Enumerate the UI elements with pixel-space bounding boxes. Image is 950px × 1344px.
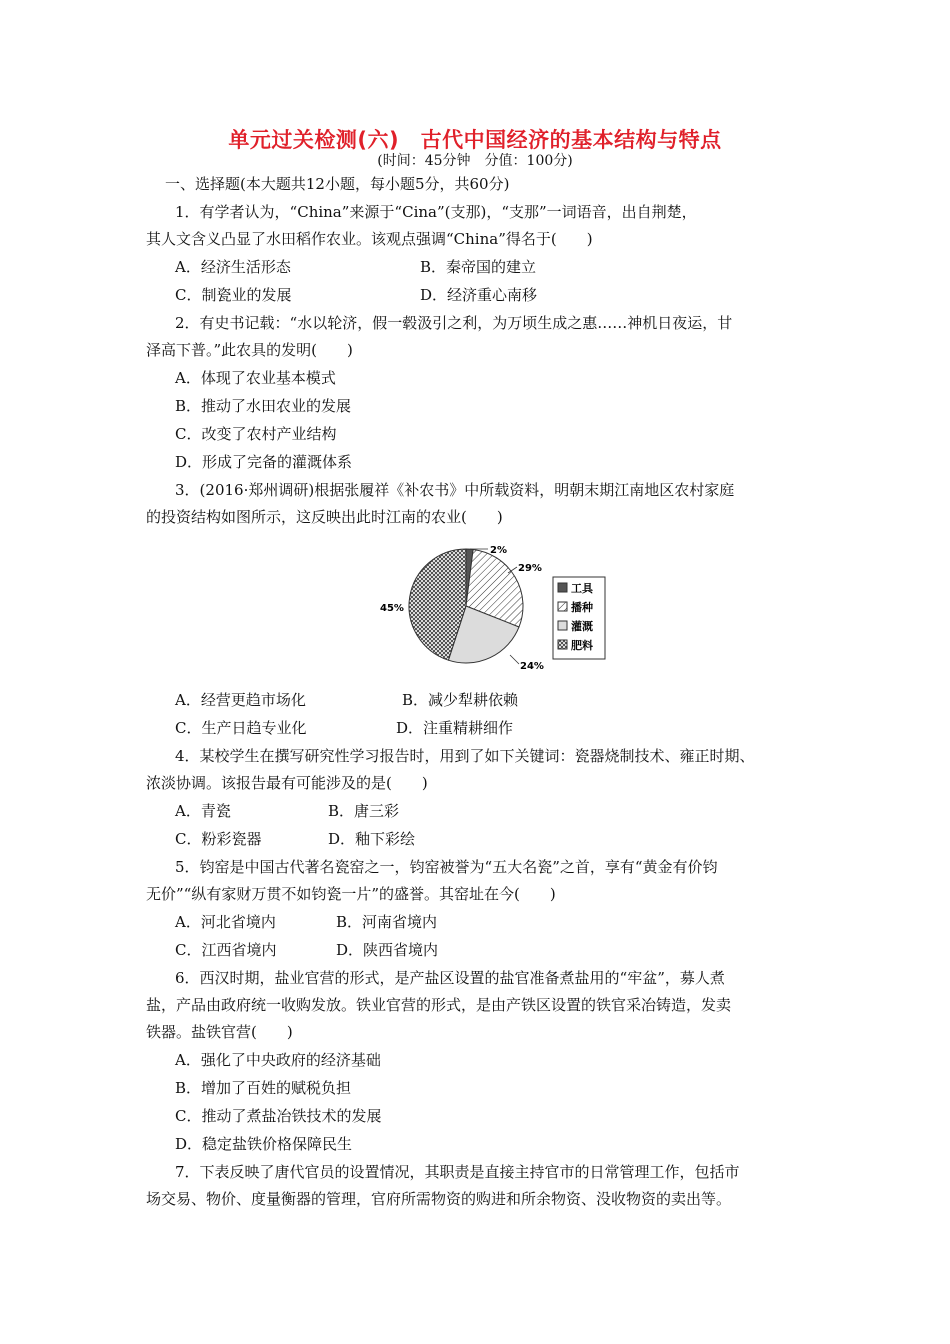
legend-swatch-2 <box>558 602 567 611</box>
page-subtitle: (时间：45分钟 分值：100分) <box>377 153 573 169</box>
question-4-line-2: 浓淡协调。该报告最有可能涉及的是( ) <box>146 774 428 792</box>
question-3-option-b: B．减少犁耕依赖 <box>402 691 519 709</box>
question-7-line-2: 场交易、物价、度量衡器的管理，官府所需物资的购进和所余物资、没收物资的卖出等。 <box>146 1190 732 1208</box>
question-1-option-d: D．经济重心南移 <box>420 286 538 304</box>
question-5-option-d: D．陕西省境内 <box>336 941 439 959</box>
legend-swatch-1 <box>558 583 567 592</box>
question-5-option-a: A．河北省境内 <box>175 913 276 931</box>
question-2-option-b: B．推动了水田农业的发展 <box>175 397 352 415</box>
question-1-option-c: C．制瓷业的发展 <box>175 286 292 304</box>
legend-swatch-4 <box>558 640 567 649</box>
question-2-option-c: C．改变了农村产业结构 <box>175 425 337 443</box>
pie-value-label-1: 2% <box>490 545 507 556</box>
question-4-option-c: C．粉彩瓷器 <box>175 830 262 848</box>
investment-pie-chart <box>370 543 620 678</box>
legend-label-4: 肥料 <box>571 639 593 652</box>
legend-swatch-3 <box>558 621 567 630</box>
question-2-option-a: A．体现了农业基本模式 <box>175 369 336 387</box>
question-6-option-b: B．增加了百姓的赋税负担 <box>175 1079 352 1097</box>
question-4-line-1: 4．某校学生在撰写研究性学习报告时，用到了如下关键词：瓷器烧制技术、雍正时期、 <box>175 747 755 765</box>
question-2-line-1: 2．有史书记载：“水以轮济，假一毂汲引之利，为万顷生成之惠……神机日夜运，甘 <box>175 314 733 332</box>
question-3-line-2: 的投资结构如图所示，这反映出此时江南的农业( ) <box>146 508 503 526</box>
legend-label-3: 灌溉 <box>571 620 593 633</box>
question-6-option-d: D．稳定盐铁价格保障民生 <box>175 1135 353 1153</box>
question-2-option-d: D．形成了完备的灌溉体系 <box>175 453 353 471</box>
question-1-option-b: B．秦帝国的建立 <box>420 258 537 276</box>
question-5-line-1: 5．钧窑是中国古代著名瓷窑之一，钧窑被誉为“五大名瓷”之首，享有“黄金有价钧 <box>175 858 718 876</box>
page-title: 单元过关检测(六) 古代中国经济的基本结构与特点 <box>228 128 722 152</box>
pie-value-label-4: 45% <box>380 603 404 614</box>
question-3-option-c: C．生产日趋专业化 <box>175 719 307 737</box>
question-6-line-3: 铁器。盐铁官营( ) <box>146 1023 293 1041</box>
pie-leader-line-3 <box>510 655 519 664</box>
question-6-line-2: 盐，产品由政府统一收购发放。铁业官营的形式，是由产铁区设置的铁官采冶铸造，发卖 <box>146 996 732 1014</box>
question-1-line-2: 其人文含义凸显了水田稻作农业。该观点强调“China”得名于( ) <box>146 230 593 248</box>
question-3-option-a: A．经营更趋市场化 <box>175 691 306 709</box>
question-5-line-2: 无价”“纵有家财万贯不如钧瓷一片”的盛誉。其窑址在今( ) <box>146 885 556 903</box>
question-2-line-2: 泽高下普。”此农具的发明( ) <box>146 341 353 359</box>
section-heading: 一、选择题(本大题共12小题，每小题5分，共60分) <box>165 175 510 193</box>
question-4-option-b: B．唐三彩 <box>328 802 400 820</box>
question-5-option-b: B．河南省境内 <box>336 913 438 931</box>
question-7-line-1: 7．下表反映了唐代官员的设置情况，其职责是直接主持官市的日常管理工作，包括市 <box>175 1163 740 1181</box>
pie-value-label-3: 24% <box>520 661 544 672</box>
question-4-option-a: A．青瓷 <box>175 802 231 820</box>
question-3-option-d: D．注重精耕细作 <box>396 719 514 737</box>
question-6-option-c: C．推动了煮盐冶铁技术的发展 <box>175 1107 382 1125</box>
pie-value-label-2: 29% <box>518 563 542 574</box>
question-6-line-1: 6．西汉时期，盐业官营的形式，是产盐区设置的盐官准备煮盐用的“牢盆”，募人煮 <box>175 969 725 987</box>
question-4-option-d: D．釉下彩绘 <box>328 830 416 848</box>
legend-label-1: 工具 <box>571 582 593 595</box>
question-5-option-c: C．江西省境内 <box>175 941 277 959</box>
question-1-option-a: A．经济生活形态 <box>175 258 291 276</box>
legend-label-2: 播种 <box>571 601 593 614</box>
question-6-option-a: A．强化了中央政府的经济基础 <box>175 1051 381 1069</box>
question-1-line-1: 1．有学者认为，“China”来源于“Cina”(支那)，“支那”一词语音，出自荆楚， <box>175 203 697 221</box>
question-3-line-1: 3．(2016·郑州调研)根据张履祥《补农书》中所载资料，明朝末期江南地区农村家庭 <box>175 481 735 499</box>
